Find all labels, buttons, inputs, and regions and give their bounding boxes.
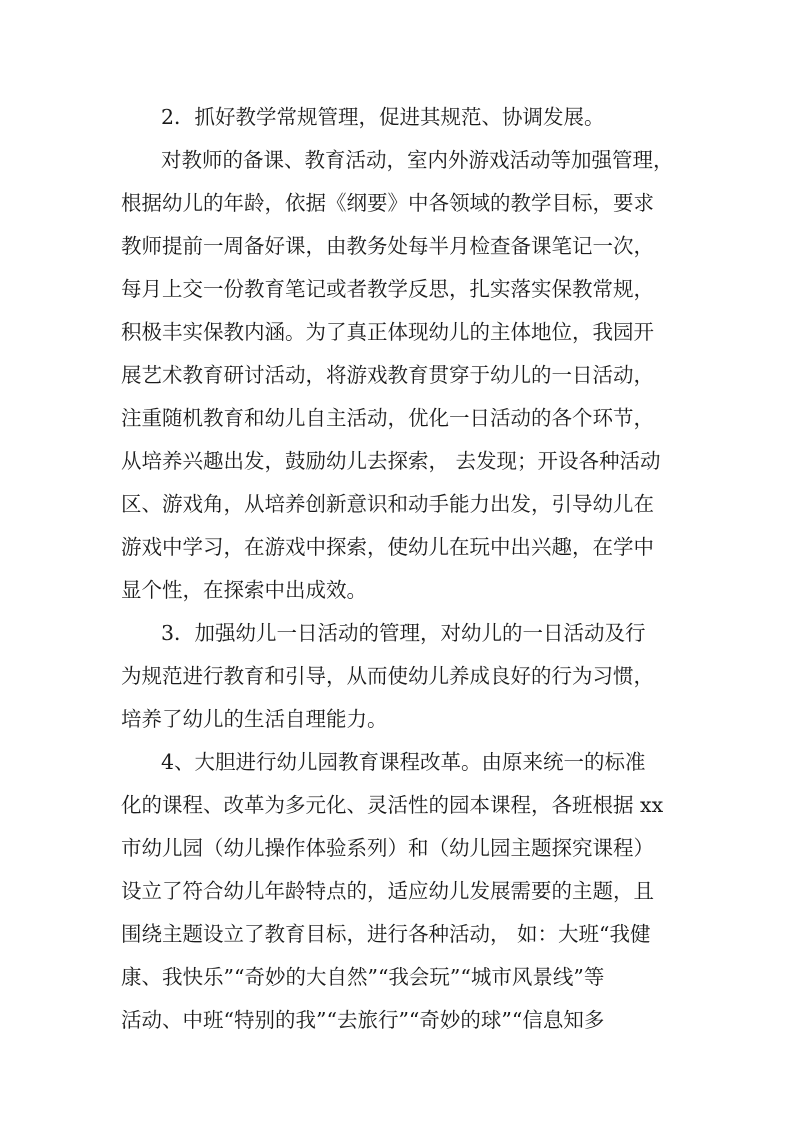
paragraph-line: 设立了符合幼儿年龄特点的，适应幼儿发展需要的主题，且	[121, 879, 654, 903]
paragraph-line: 围绕主题设立了教育目标，进行各种活动， 如：大班“我健	[121, 922, 651, 946]
paragraph-line: 游戏中学习，在游戏中探索，使幼儿在玩中出兴趣，在学中	[121, 535, 654, 559]
paragraph-line: 对教师的备课、教育活动，室内外游戏活动等加强管理，	[161, 148, 674, 172]
paragraph-line: 区、游戏角，从培养创新意识和动手能力出发，引导幼儿在	[121, 492, 654, 516]
paragraph-line: 市幼儿园（幼儿操作体验系列）和（幼儿园主题探究课程）	[121, 836, 654, 860]
section-heading-2: 2．抓好教学常规管理，促进其规范、协调发展。	[161, 105, 605, 129]
paragraph-line: 活动、中班“特别的我”“去旅行”“奇妙的球”“信息知多	[121, 1008, 605, 1032]
paragraph-line: 显个性，在探索中出成效。	[121, 578, 367, 602]
paragraph-line: 培养了幼儿的生活自理能力。	[121, 707, 388, 731]
paragraph-line: 展艺术教育研讨活动，将游戏教育贯穿于幼儿的一日活动，	[121, 363, 654, 387]
paragraph-line: 康、我快乐”“奇妙的大自然”“我会玩”“城市风景线”等	[121, 965, 605, 989]
paragraph-line: 每月上交一份教育笔记或者教学反思，扎实落实保教常规，	[121, 277, 654, 301]
paragraph-line: 化的课程、改革为多元化、灵活性的园本课程，各班根据 xx	[121, 793, 664, 817]
section-heading-3: 3．加强幼儿一日活动的管理，对幼儿的一日活动及行	[161, 621, 646, 645]
paragraph-line: 为规范进行教育和引导，从而使幼儿养成良好的行为习惯，	[121, 664, 654, 688]
paragraph-line: 教师提前一周备好课，由教务处每半月检查备课笔记一次，	[121, 234, 654, 258]
paragraph-line: 根据幼儿的年龄，依据《纲要》中各领域的教学目标，要求	[121, 191, 654, 215]
section-heading-4: 4、大胆进行幼儿园教育课程改革。由原来统一的标准	[161, 750, 646, 774]
paragraph-line: 注重随机教育和幼儿自主活动，优化一日活动的各个环节，	[121, 406, 654, 430]
paragraph-line: 积极丰实保教内涵。为了真正体现幼儿的主体地位，我园开	[121, 320, 654, 344]
paragraph-line: 从培养兴趣出发，鼓励幼儿去探索， 去发现；开设各种活动	[121, 449, 661, 473]
